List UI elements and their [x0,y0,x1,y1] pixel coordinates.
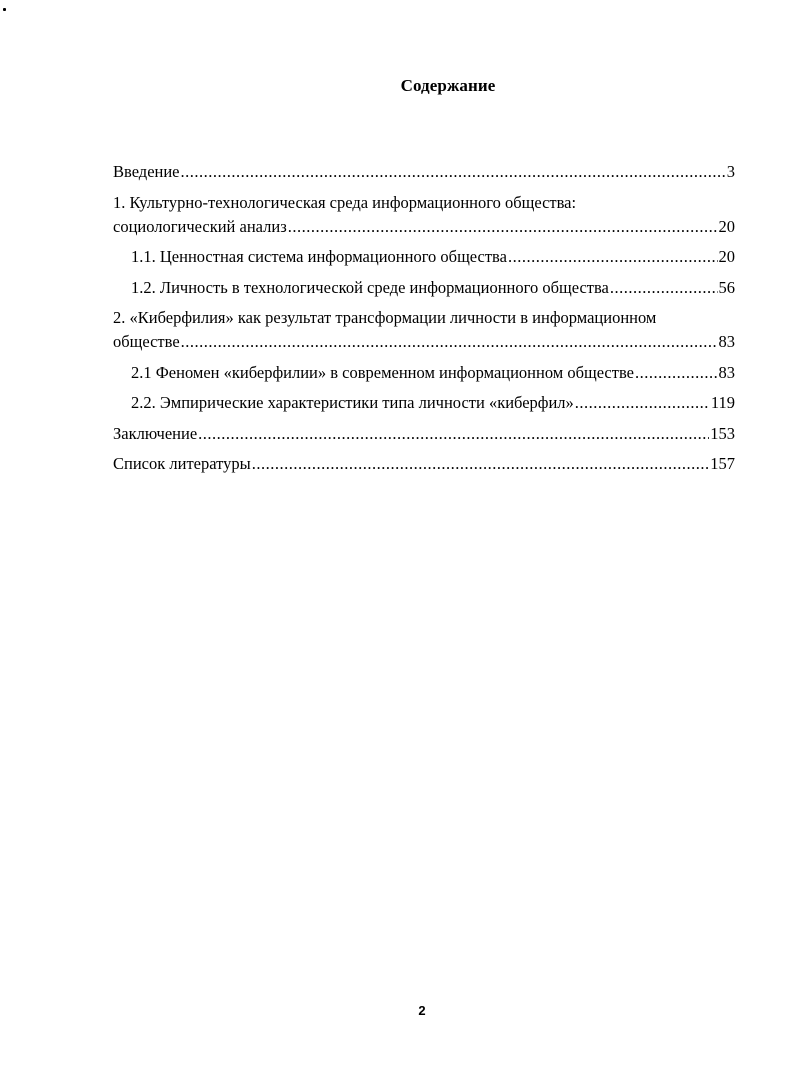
toc-entry-label: Заключение [113,423,198,443]
toc-entry-label: 1.2. Личность в технологической среде информационного общества [131,277,609,297]
toc-entry-page: 83 [718,362,735,382]
toc-entry-page: 153 [710,423,735,443]
toc-entry-page: 56 [718,277,735,297]
toc-entry-label-line2: социологический анализ [113,216,287,236]
toc-entry-chapter-2 [113,306,735,354]
table-of-contents [113,160,735,483]
page-title: Содержание [400,76,496,95]
toc-entry-label-line1: 1. Культурно-технологическая среда информационного общества: [113,192,577,212]
toc-entry-label-line2: обществе [113,332,180,351]
page-number: 2 [418,1003,426,1018]
toc-entry-page: 157 [710,454,735,473]
toc-entry-page: 3 [726,162,735,181]
toc-entry-section-1-2 [113,276,735,300]
toc-entry-label: Введение [113,162,180,181]
toc-entry-label: 1.1. Ценностная система информационного общества [131,247,507,266]
dot-leader [635,361,718,385]
toc-entry-conclusion [113,422,735,446]
toc-entry-label-line1: 2. «Киберфилия» как результат трансформации личности в информационном [113,308,657,327]
toc-entry-references [113,452,735,476]
toc-entry-page: 83 [718,332,735,351]
dot-leader [252,452,710,476]
dot-leader [610,276,718,300]
toc-entry-label: 2.1 Феномен «киберфилии» в современном информационном обществе [131,362,634,382]
dot-leader [198,422,709,446]
dot-leader [181,330,718,354]
toc-entry-label: 2.2. Эмпирические характеристики типа личности «киберфил» [131,393,574,412]
toc-entry-section-2-1 [113,361,735,385]
toc-entry-page: 119 [710,393,735,412]
toc-entry-section-1-1 [113,245,735,269]
dot-leader [575,391,710,415]
scan-artifact [3,8,6,11]
toc-entry-label: Список литературы [113,454,251,473]
toc-entry-chapter-1 [113,191,735,239]
dot-leader [181,160,726,184]
toc-entry-section-2-2 [113,391,735,415]
toc-entry-introduction [113,160,735,184]
dot-leader [288,215,718,239]
toc-entry-page: 20 [718,216,735,236]
toc-entry-page: 20 [718,247,735,266]
dot-leader [508,245,718,269]
